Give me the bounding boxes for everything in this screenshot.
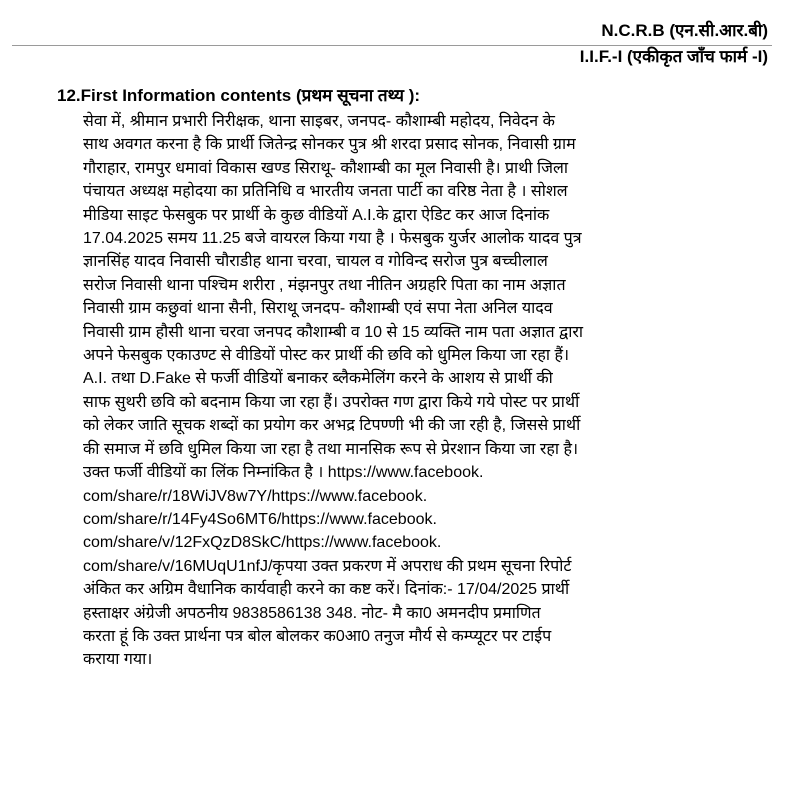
body-line: करता हूं कि उक्त प्रार्थना पत्र बोल बोलकर क0आ0 तनुज मौर्य से कम्प्यूटर पर टाईप bbox=[83, 627, 552, 645]
body-line: 17.04.2025 समय 11.25 बजे वायरल किया गया है । फेसबुक युर्जर आलोक यादव पुत्र bbox=[83, 230, 582, 248]
form-header bbox=[580, 18, 768, 70]
body-line: उक्त फर्जी वीडियों का लिंक निम्नांकित है । https://www.facebook. bbox=[83, 464, 484, 482]
body-line: अंकित कर अग्रिम वैधानिक कार्यवाही करने का कष्ट करें। दिनांक:- 17/04/2025 प्रार्थी bbox=[83, 581, 570, 599]
body-line: की समाज में छवि धुमिल किया जा रहा है तथा मानसिक रूप से प्रेरशान किया जा रहा है। bbox=[83, 440, 579, 458]
body-line: ज्ञानसिंह यादव निवासी चौराडीह थाना चरवा, चायल व गोविन्द सरोज पुत्र बच्चीलाल bbox=[83, 253, 548, 271]
facebook-link-line: com/share/r/18WiJV8w7Y/https://www.facebook. bbox=[83, 487, 428, 505]
body-line: गौराहार, रामपुर धमावां विकास खण्ड सिराथू- कौशाम्बी का मूल निवासी है। प्राथी जिला bbox=[83, 159, 569, 177]
section-number: 12. bbox=[57, 86, 81, 105]
body-line: सरोज निवासी थाना पश्चिम शरीरा , मंझनपुर तथा नीतिन अग्रहरि पिता का नाम अज्ञात bbox=[83, 276, 566, 294]
header-ncrb: N.C.R.B (एन.सी.आर.बी) bbox=[601, 21, 768, 40]
body-line: निवासी ग्राम कछुवां थाना सैनी, सिराथू जनदप- कौशाम्बी एवं सपा नेता अनिल यादव bbox=[83, 300, 553, 318]
body-line: A.I. तथा D.Fake से फर्जी वीडियों बनाकर ब्लैकमेलिंग करने के आशय से प्रार्थी की bbox=[83, 370, 553, 388]
body-line: पंचायत अध्यक्ष महोदया का प्रतिनिधि व भारतीय जनता पार्टी का वरिष्ठ नेता है । सोशल bbox=[83, 183, 568, 201]
section-title-hindi: (प्रथम सूचना तथ्य ): bbox=[291, 86, 421, 105]
body-line: साथ अवगत करना है कि प्रार्थी जितेन्द्र सोनकर पुत्र श्री शरदा प्रसाद सोनक, निवासी ग्राम bbox=[83, 136, 576, 154]
facebook-link-line: com/share/v/16MUqU1nfJ/कृपया उक्त प्रकरण में अपराध की प्रथम सूचना रिपोर्ट bbox=[83, 557, 572, 575]
first-information-section bbox=[57, 84, 773, 672]
first-information-text bbox=[83, 110, 755, 672]
section-heading bbox=[57, 84, 773, 108]
body-line: साफ सुथरी छवि को बदनाम किया जा रहा हैं। उपरोक्त गण द्वारा किये गये पोस्ट पर प्रार्थी bbox=[83, 393, 580, 411]
facebook-link-line: com/share/r/14Fy4So6MT6/https://www.facebook. bbox=[83, 510, 437, 528]
body-line: सेवा में, श्रीमान प्रभारी निरीक्षक, थाना साइबर, जनपद- कौशाम्बी महोदय, निवेदन के bbox=[83, 113, 555, 130]
body-line: कराया गया। bbox=[83, 651, 153, 669]
header-iif: I.I.F.-I (एकीकृत जाँच फार्म -I) bbox=[579, 47, 768, 66]
facebook-link-line: com/share/v/12FxQzD8SkC/https://www.facebook. bbox=[83, 534, 442, 552]
body-line: हस्ताक्षर अंग्रेजी अपठनीय 9838586138 348. नोट- मै का0 अमनदीप प्रमाणित bbox=[83, 604, 541, 622]
body-line: अपने फेसबुक एकाउण्ट से वीडियों पोस्ट कर प्रार्थी की छवि को धुमिल किया जा रहा हैं। bbox=[83, 347, 570, 365]
body-line: निवासी ग्राम हौसी थाना चरवा जनपद कौशाम्बी व 10 से 15 व्यक्ति नाम पता अज्ञात द्वारा bbox=[83, 323, 584, 341]
body-line: को लेकर जाति सूचक शब्दों का प्रयोग कर अभद्र टिपण्णी भी की जा रही है, जिससे प्रार्थी bbox=[83, 417, 581, 435]
section-title: First Information contents bbox=[80, 86, 292, 105]
body-line: मीडिया साइट फेसबुक पर प्रार्थी के कुछ वीडियों A.I.के द्वारा ऐडिट कर आज दिनांक bbox=[83, 206, 550, 224]
header-divider bbox=[12, 45, 772, 46]
